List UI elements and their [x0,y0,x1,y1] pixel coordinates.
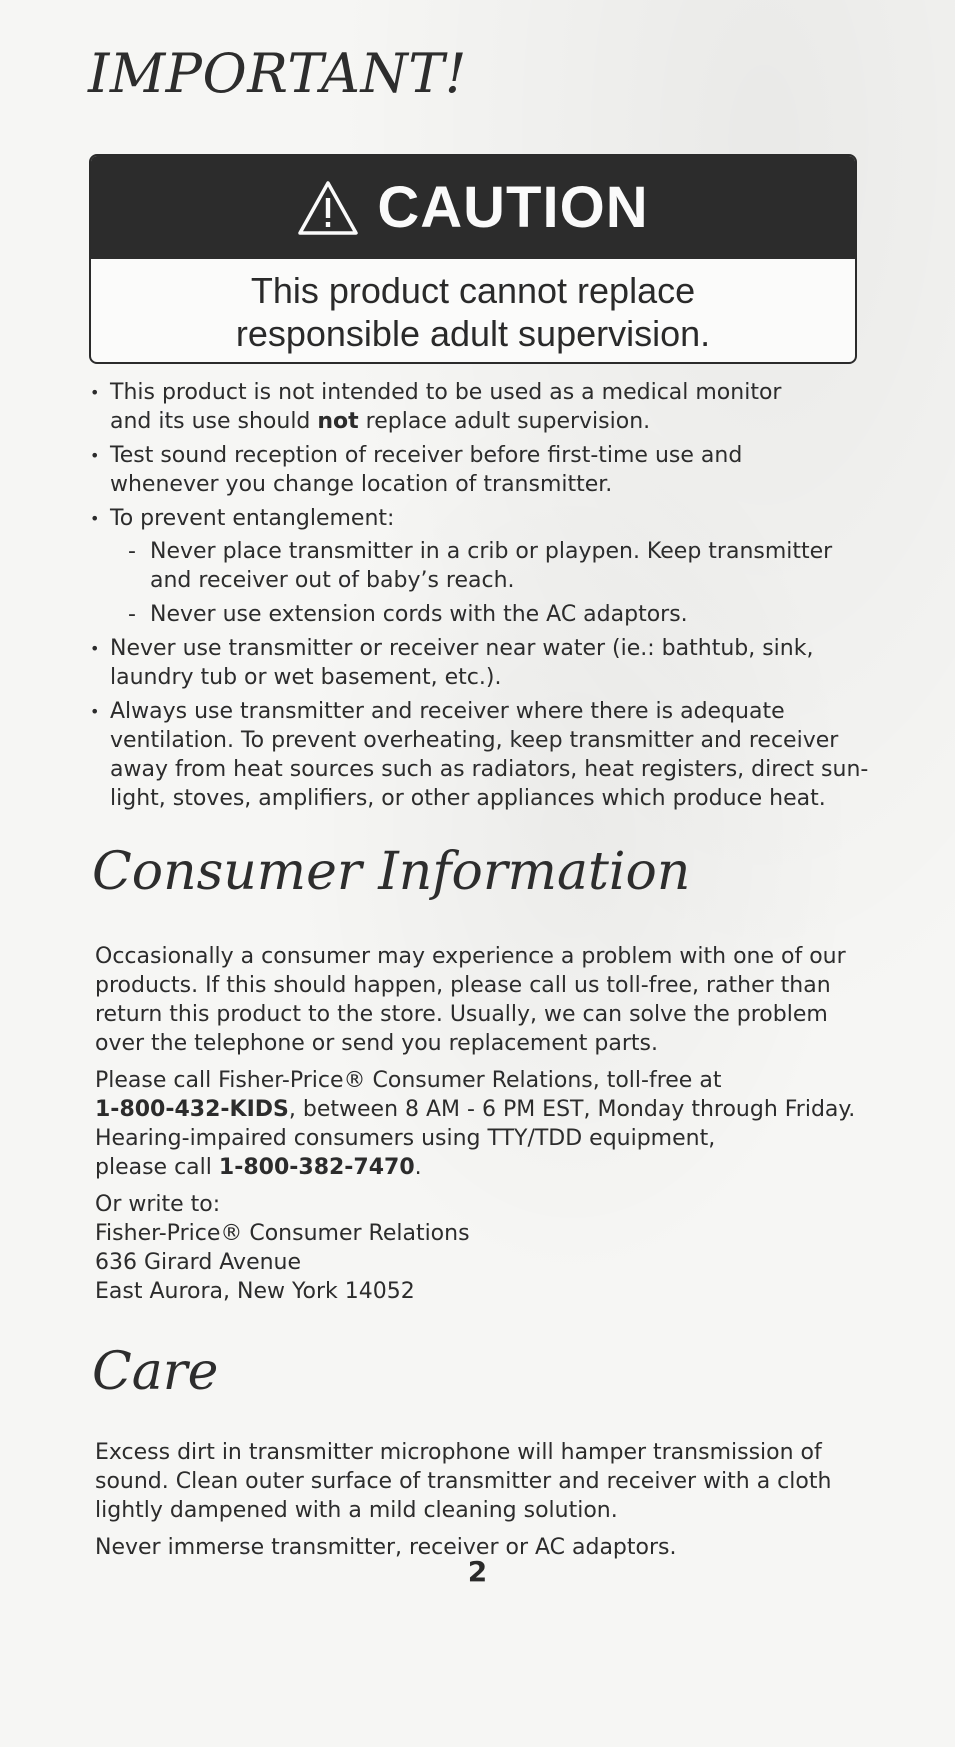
warning-triangle-icon [297,180,359,236]
phone-number-tty: 1-800-382-7470 [218,1155,415,1180]
warning-item-entanglement: • To prevent entanglement: - Never place transmitter in a crib or playpen. Keep transmitter and receiver out of baby’s reach. - Never use extension cords with the AC adaptors. [88,504,888,629]
phone-number-kids: 1-800-432-KIDS [95,1097,289,1122]
warning-item-test-reception: • Test sound reception of receiver before first-time use and whenever you change location of transmitter. [88,441,888,499]
consumer-information-heading: Consumer Information [92,842,691,902]
important-heading: IMPORTANT! [88,42,467,105]
caution-header [91,156,855,259]
care-body [95,1438,885,1570]
page-number: 2 [467,1555,488,1588]
entanglement-sublist [110,537,888,629]
caution-message-line-1: This product cannot replace [250,270,696,311]
caution-message [91,259,855,355]
sub-item-crib: - Never place transmitter in a crib or playpen. Keep transmitter and receiver out of baby’s reach. [110,537,888,595]
sub-item-extension-cords: - Never use extension cords with the AC adaptors. [110,600,888,629]
caution-message-line-2: responsible adult supervision. [235,313,711,354]
care-cleaning-paragraph: Excess dirt in transmitter microphone will hamper transmission of sound. Clean outer surface of transmitter and receiver with a cloth lightly dampened with a mild cleaning solution. [95,1440,832,1523]
care-immerse-paragraph: Never immerse transmitter, receiver or AC adaptors. [95,1535,677,1560]
consumer-intro-paragraph: Occasionally a consumer may experience a problem with one of our products. If this should happen, please call us toll-free, rather than return this product to the store. Usually, we can solve the problem over the telephone or send you replacement parts. [95,944,846,1056]
mailing-address: Or write to: Fisher-Price® Consumer Relations 636 Girard Avenue East Aurora, New York 14052 [95,1192,470,1304]
safety-warnings-list [88,378,888,818]
consumer-call-paragraph: Please call Fisher-Price® Consumer Relations, toll-free at 1-800-432-KIDS, between 8 AM - 6 PM EST, Monday through Friday. Hearing-impaired consumers using TTY/TDD equipment, please call 1-800-382-7470. [95,1068,856,1180]
consumer-information-body [95,942,885,1314]
care-heading: Care [92,1342,219,1402]
emphasis-not: not [317,409,359,434]
caution-title: CAUTION [377,175,649,240]
warning-item-medical-monitor: • This product is not intended to be used as a medical monitor and its use should not replace adult supervision. [88,378,888,436]
warning-item-water: • Never use transmitter or receiver near water (ie.: bathtub, sink, laundry tub or wet basement, etc.). [88,634,888,692]
warning-item-ventilation: • Always use transmitter and receiver where there is adequate ventilation. To prevent overheating, keep transmitter and receiver away from heat sources such as radiators, heat registers, direct sun- light, stoves, amplifiers, or other appliances which produce heat. [88,697,888,813]
caution-box [89,154,857,364]
